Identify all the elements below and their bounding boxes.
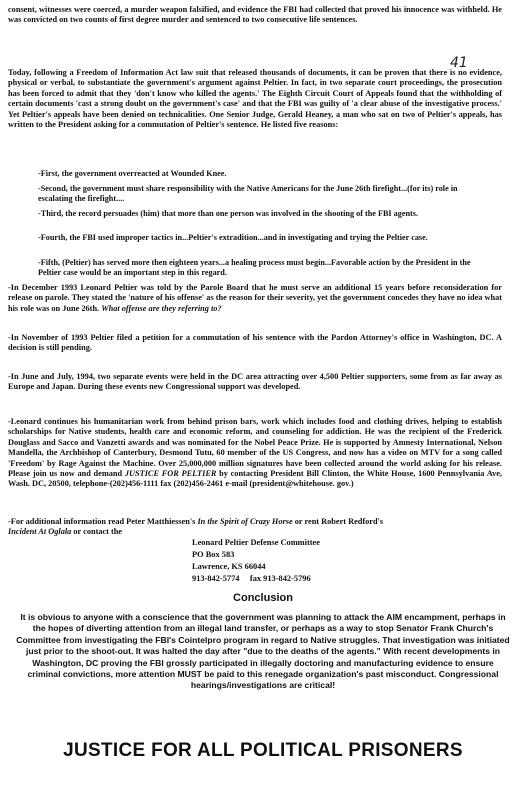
reason-item: -Fifth, (Peltier) has served more then eighteen years...a healing process must begin...Favorable action by the President in the Peltier case would be an important step in this regard.	[38, 258, 471, 278]
paragraph-humanitarian-text: -Leonard continues his humanitarian work from behind prison bars, work which includes food and clothing drives, helping to establish scholarships for Native students, health care and economic reform, and counseling for addiction. He was the recipient of the Frederick Douglass and Sacco and Vanzetti awards and was nominated for the Nobel Peace Prize. He is supported by Amnesty International, Nelson Mandella, the Archbishop of Canterbury, Desmond Tutu, 60 member of the US Congress, and now has a video on MTV for a song called 'Freedom' by Rage Against the Machine. Over 25,000,000 million signatures have been collected around the world asking for his release. Please join us now and demand	[8, 417, 502, 479]
footer-slogan: JUSTICE FOR ALL POLITICAL PRISONERS	[63, 740, 463, 761]
paragraph-additional-info	[8, 517, 502, 538]
handwritten-page-number: 41	[450, 55, 468, 71]
book-title: In the Spirit of Crazy Horse	[197, 517, 293, 526]
contact-box: PO Box 583	[192, 550, 235, 559]
contact-phones: 913-842-5774 fax 913-842-5796	[192, 574, 311, 583]
conclusion-text: It is obvious to anyone with a conscience that the government was planning to attack the AIM encampment, perhaps in the hopes of diverting attention from an illegal land transfer, or perhaps as a way to stop Senator Frank Church's Committee from investigating the FBI's Cointelpro program in regard to Native struggles. That investigation was initiated just prior to the shoot-out. It was halted the day after "due to the deaths of the agents." With recent developments in Washington, DC proving the FBI grossly participated in illegally doctoring and manufacturing evidence to ensure criminal convictions, more attention MUST be paid to this renegade organization's past misconduct. Congressional hearings/investigations are critical!	[16, 612, 510, 691]
paragraph-june-1994: -In June and July, 1994, two separate events were held in the DC area attracting over 4,500 Peltier supporters, some from as far away as Europe and Japan. During these events new Congressional support was developed.	[8, 372, 502, 392]
info-prefix: -For additional information read Peter Matthiessen's	[8, 517, 196, 526]
reason-item: -Third, the record persuades (him) that more than one person was involved in the shooting of the FBI agents.	[38, 209, 418, 218]
paragraph-december-1993-question: What offense are they referring to?	[101, 303, 222, 313]
top-fragment: consent, witnesses were coerced, a murder weapon falsified, and evidence the FBI had collected that proved his innocence was withheld. He was convicted on two counts of first degree murder and sentenced to two consecutive life sentences.	[8, 5, 502, 25]
paragraph-november-1993: -In November of 1993 Peltier filed a petition for a commutation of his sentence with the Pardon Attorney's office in Washington, DC. A decision is still pending.	[8, 333, 502, 353]
contact-block	[192, 537, 392, 585]
contact-city: Lawrence, KS 66044	[192, 562, 266, 571]
paragraph-humanitarian-contact: by contacting President Bill Clinton, the White House, 1600 Pennsylvania Ave, Wash. DC, 20500, telephone-(202)456-1111 fax (202)456-2461 e-mail (president@whitehouse. gov.)	[8, 469, 502, 489]
paragraph-december-1993	[8, 283, 502, 314]
conclusion-heading: Conclusion	[233, 592, 293, 604]
contact-org: Leonard Peltier Defense Committee	[192, 538, 320, 547]
info-suffix: or contact the	[73, 527, 123, 537]
paragraph-humanitarian	[8, 417, 502, 490]
info-mid: or rent Robert Redford's	[294, 517, 384, 526]
paragraph-december-1993-text: -In December 1993 Leonard Peltier was told by the Parole Board that he must serve an additional 15 years before reconsideration for release on parole. They stated the 'nature of his offense' as the reason for their severity, yet the government concedes they have no idea what his role was on June 26th.	[8, 283, 502, 313]
reason-item: -Second, the government must share responsibility with the Native Americans for the June 26th firefight...(for its) role in escalating the firefight....	[38, 184, 458, 204]
reason-item: -Fourth, the FBI used improper tactics in...Peltier's extradition...and in investigating and trying the Peltier case.	[38, 233, 428, 242]
justice-for-peltier: JUSTICE FOR PELTIER	[124, 469, 217, 479]
paragraph-foia: Today, following a Freedom of Information Act law suit that released thousands of documents, it can be proven that there is no evidence, physical or verbal, to substantiate the government's argument against Peltier. In fact, in two separate court proceedings, the prosecution has been forced to admit that they 'don't know who killed the agents.' The Eighth Circuit Court of Appeals found that the withholding of certain documents 'cast a strong doubt on the government's case' and that the FBI was guilty of 'a clear abuse of the investigative process.' Yet Peltier's appeals have been denied on technicalities. One Senior Judge, Gerald Heaney, a man who sat on two of Peltier's appeals, has written to the President asking for a commutation of Peltier's sentence. He listed five reasons:	[8, 68, 502, 130]
reason-item: -First, the government overreacted at Wounded Knee.	[38, 169, 227, 178]
film-title: Incident At Oglala	[8, 527, 72, 537]
